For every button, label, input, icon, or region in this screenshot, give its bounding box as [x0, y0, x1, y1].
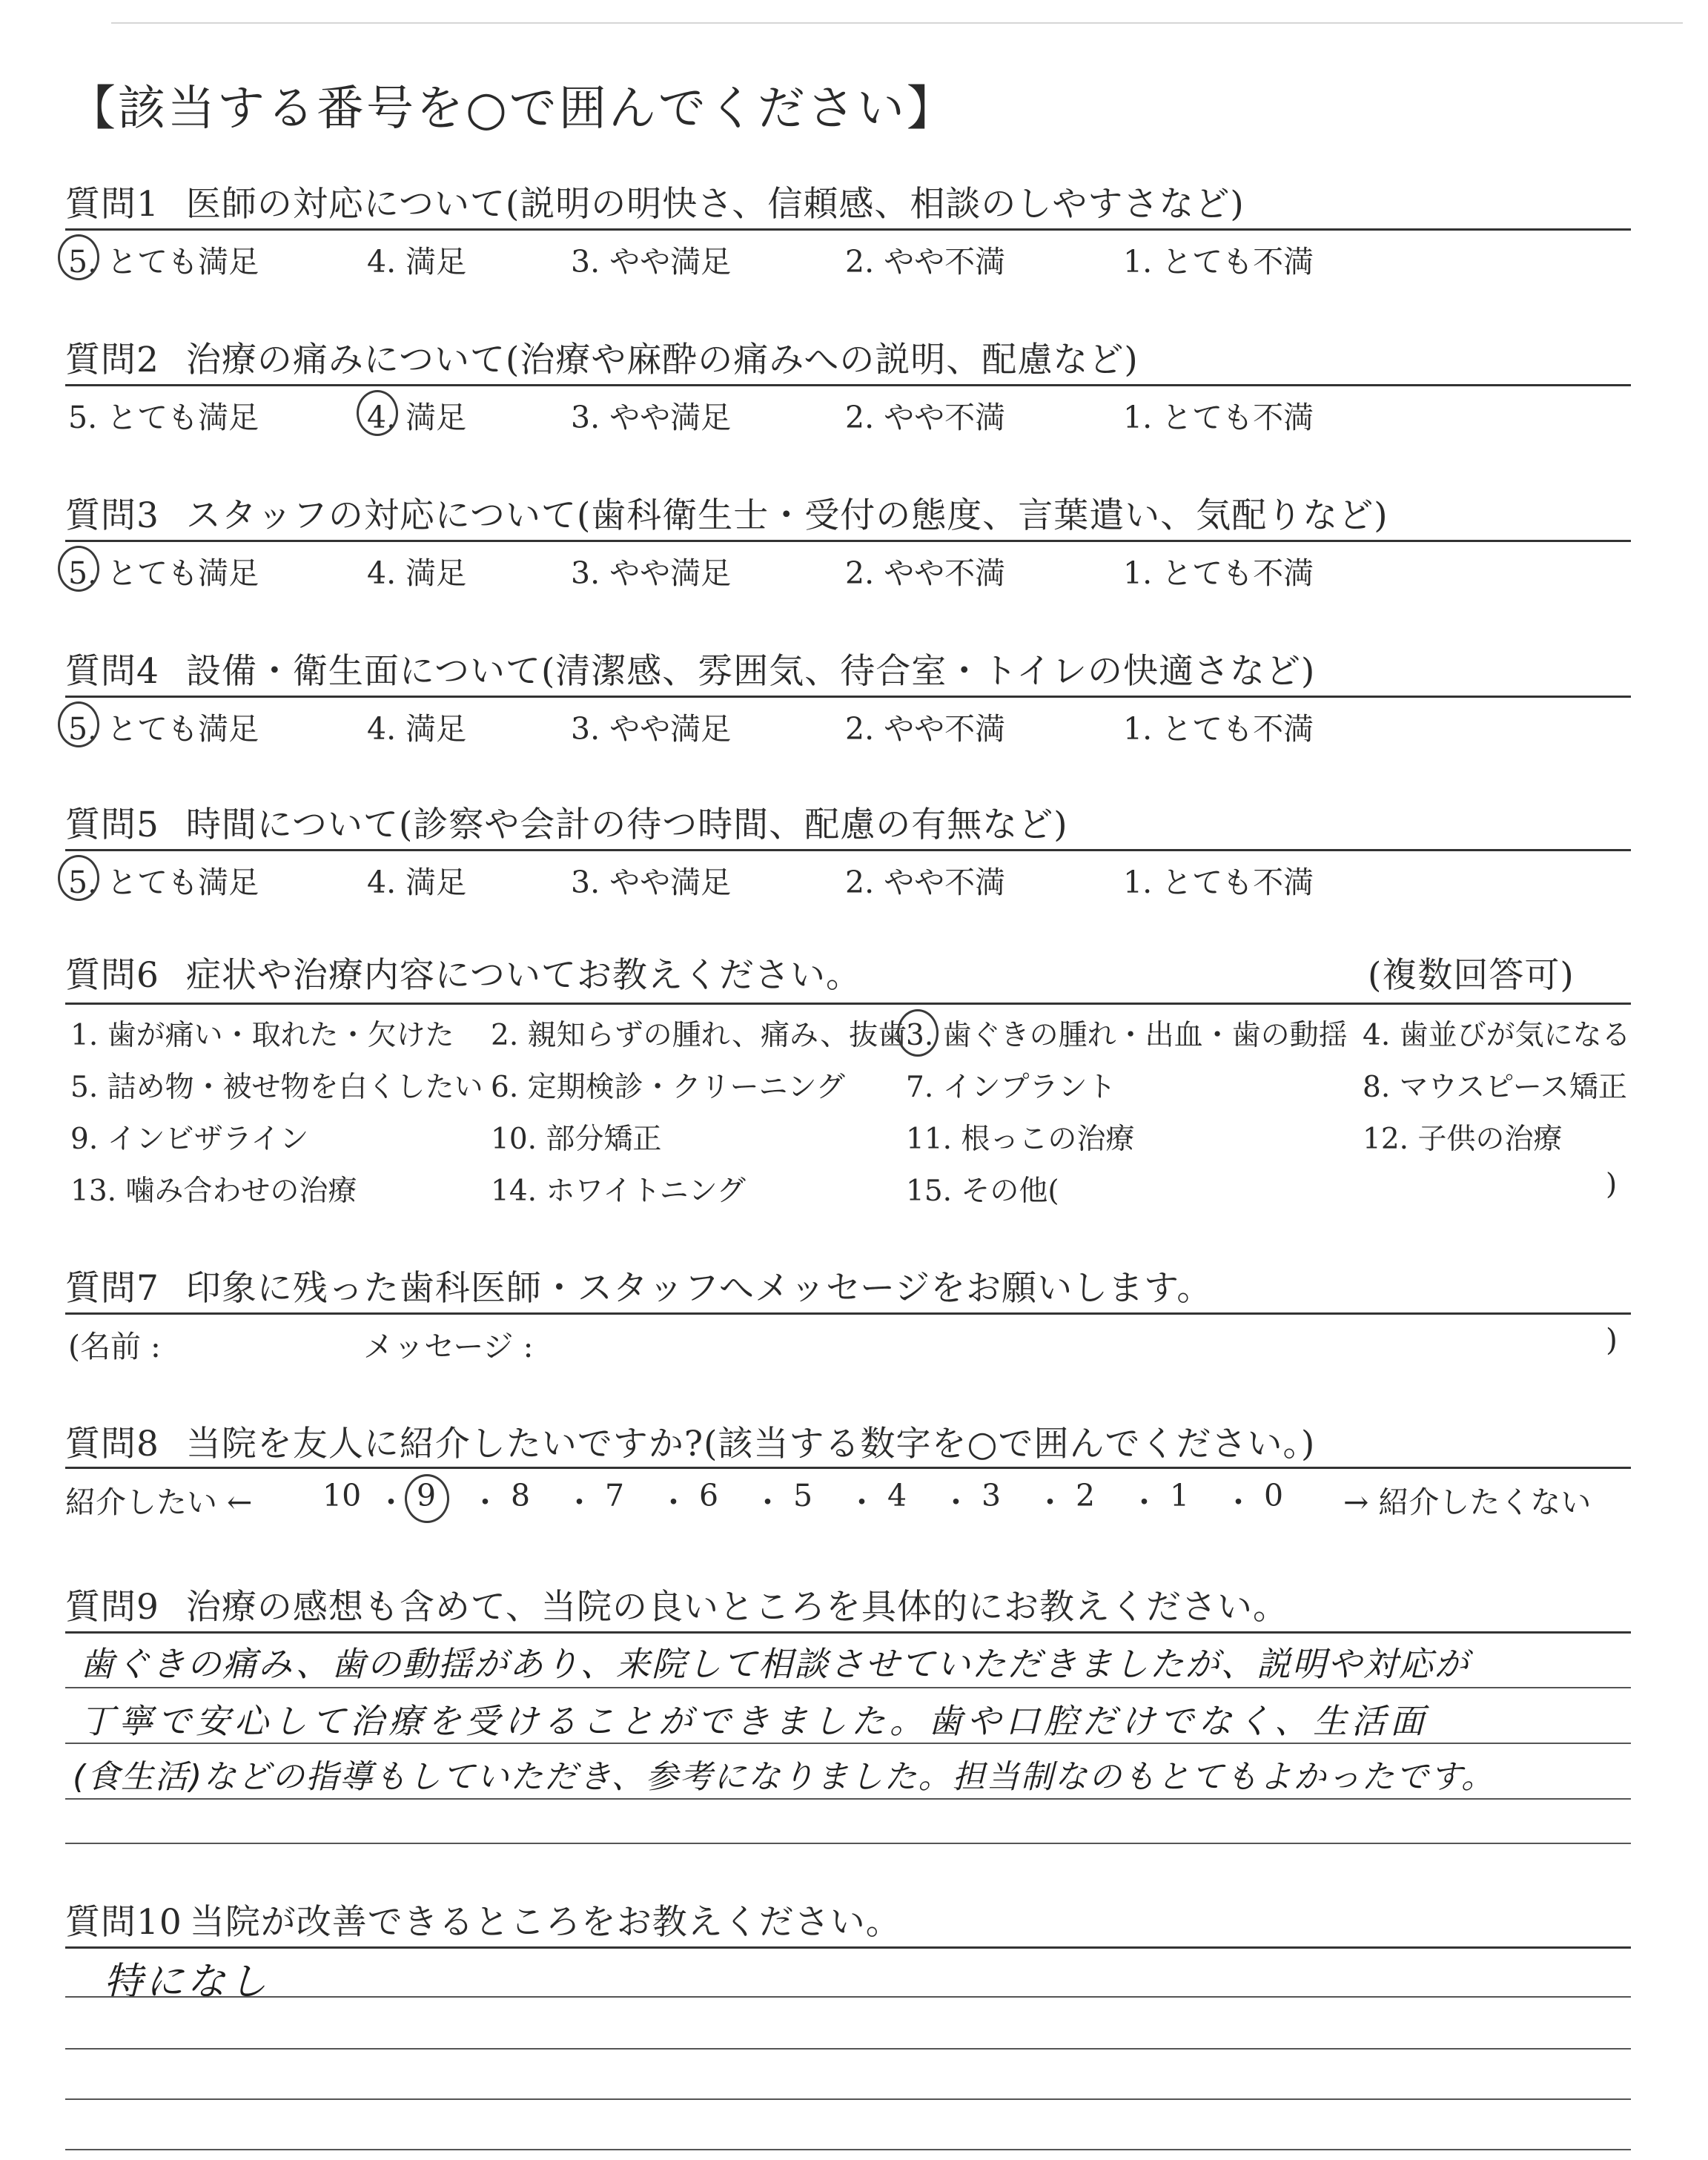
q6-item-1[interactable]: 1. 歯が痛い・取れた・欠けた: [70, 1019, 454, 1052]
q1-option-2[interactable]: 2. やや不満: [845, 244, 1006, 280]
q2-title: [65, 332, 1139, 382]
q8-scale-8[interactable]: 8: [511, 1478, 531, 1513]
q6-item-12[interactable]: 12. 子供の治療: [1363, 1123, 1563, 1156]
q9-answer-line-2: 丁寧で安心して治療を受けることができました。歯や口腔だけでなく、生活面: [80, 1701, 1429, 1741]
q3-option-5[interactable]: 5. とても満足: [68, 555, 259, 591]
q6-other-close-paren: ): [1606, 1168, 1618, 1201]
q8-scale-10[interactable]: 10: [322, 1478, 362, 1513]
q2-option-5[interactable]: 5. とても満足: [68, 400, 259, 435]
q9-answer-line: [65, 1843, 1631, 1844]
page-header: 【該当する番号を○で囲んでください】: [68, 82, 956, 136]
q5-selection-circle: [58, 855, 99, 901]
q6-item-7[interactable]: 7. インプラント: [906, 1071, 1116, 1104]
q8-scale-2[interactable]: 2: [1076, 1478, 1096, 1513]
q4-text: 設備・衛生面について(清潔感、雰囲気、待合室・トイレの快適さなど): [185, 651, 1316, 692]
q6-number: 質問6: [65, 955, 159, 996]
q8-scale-separator: ・: [1035, 1484, 1065, 1520]
q5-option-4[interactable]: 4. 満足: [367, 865, 467, 900]
q6-item-9[interactable]: 9. インビザライン: [70, 1123, 309, 1156]
q1-option-3[interactable]: 3. やや満足: [571, 244, 732, 280]
q10-text: 当院が改善できるところをお教えください。: [189, 1902, 901, 1943]
q3-option-4[interactable]: 4. 満足: [367, 555, 467, 591]
q8-scale-separator: ・: [847, 1484, 877, 1520]
q6-item-2[interactable]: 2. 親知らずの腫れ、痛み、抜歯: [491, 1019, 907, 1052]
q10-answer-line: [65, 2149, 1631, 2150]
q8-scale-separator: ・: [658, 1484, 689, 1520]
q3-rule: [65, 540, 1631, 542]
q8-scale-separator: ・: [564, 1484, 595, 1520]
q8-scale-separator: ・: [941, 1484, 971, 1520]
q4-selection-circle: [58, 701, 99, 747]
q4-option-2[interactable]: 2. やや不満: [845, 711, 1006, 747]
q4-title: [65, 644, 1315, 693]
q8-scale-separator: ・: [1129, 1484, 1159, 1520]
q1-title: [65, 176, 1245, 226]
q5-option-5[interactable]: 5. とても満足: [68, 865, 259, 900]
q1-rule: [65, 228, 1631, 231]
q3-title: [65, 488, 1388, 538]
q5-option-2[interactable]: 2. やや不満: [845, 865, 1006, 900]
q4-option-1[interactable]: 1. とても不満: [1123, 711, 1314, 747]
q10-title: [65, 1895, 901, 1944]
q2-option-2[interactable]: 2. やや不満: [845, 400, 1006, 435]
q6-item-6[interactable]: 6. 定期検診・クリーニング: [491, 1071, 845, 1104]
q7-number: 質問7: [65, 1268, 159, 1309]
q6-rule: [65, 1003, 1631, 1005]
q9-answer-line: [65, 1687, 1631, 1688]
q6-item-3[interactable]: 3. 歯ぐきの腫れ・出血・歯の動揺: [906, 1019, 1348, 1052]
q8-scale-9[interactable]: 9: [417, 1478, 437, 1513]
q1-selection-circle: [58, 234, 99, 280]
q3-option-2[interactable]: 2. やや不満: [845, 555, 1006, 591]
q5-rule: [65, 849, 1631, 851]
q2-rule: [65, 384, 1631, 386]
q10-answer-line: [65, 2048, 1631, 2050]
q8-scale-separator: ・: [376, 1484, 406, 1520]
q8-scale-6[interactable]: 6: [699, 1478, 719, 1513]
q7-rule: [65, 1312, 1631, 1315]
q8-text: 当院を友人に紹介したいですか?(該当する数字を○で囲んでください。): [185, 1424, 1316, 1464]
q1-option-1[interactable]: 1. とても不満: [1123, 244, 1314, 280]
q8-scale-separator: ・: [1223, 1484, 1254, 1520]
q7-message-label: メッセージ :: [363, 1329, 534, 1364]
q8-scale-1[interactable]: 1: [1170, 1478, 1190, 1513]
q10-answer-line: [65, 2098, 1631, 2100]
q10-rule: [65, 1946, 1631, 1949]
q6-item-11[interactable]: 11. 根っこの治療: [906, 1123, 1135, 1156]
q8-left-label: 紹介したい ←: [65, 1484, 253, 1520]
q6-item-10[interactable]: 10. 部分矯正: [491, 1123, 662, 1156]
q5-option-3[interactable]: 3. やや満足: [571, 865, 732, 900]
q2-option-4[interactable]: 4. 満足: [367, 400, 467, 435]
q8-number: 質問8: [65, 1424, 159, 1464]
q3-number: 質問3: [65, 495, 159, 536]
q9-text: 治療の感想も含めて、当院の良いところを具体的にお教えください。: [185, 1587, 1288, 1628]
q9-title: [65, 1579, 1288, 1629]
q8-title: [65, 1416, 1315, 1466]
q8-selection-circle: [405, 1474, 449, 1523]
q8-scale-separator: ・: [752, 1484, 783, 1520]
q9-answer-line-1: 歯ぐきの痛み、歯の動揺があり、来院して相談させていただきましたが、説明や対応が: [80, 1644, 1470, 1684]
q7-close-paren: ): [1606, 1322, 1618, 1358]
q7-name-label: (名前 :: [68, 1329, 161, 1364]
q8-scale-3[interactable]: 3: [982, 1478, 1002, 1513]
q8-rule: [65, 1467, 1631, 1469]
q8-scale-7[interactable]: 7: [605, 1478, 625, 1513]
q5-option-1[interactable]: 1. とても不満: [1123, 865, 1314, 900]
q6-item-15[interactable]: 15. その他(: [906, 1175, 1059, 1208]
q1-option-5[interactable]: 5. とても満足: [68, 244, 259, 280]
q1-number: 質問1: [65, 184, 159, 225]
q6-title: [65, 948, 861, 997]
q6-item-8[interactable]: 8. マウスピース矯正: [1363, 1071, 1627, 1104]
q5-text: 時間について(診察や会計の待つ時間、配慮の有無など): [185, 805, 1068, 845]
q10-answer-line: [65, 1996, 1631, 1998]
q1-option-4[interactable]: 4. 満足: [367, 244, 467, 280]
q5-number: 質問5: [65, 805, 159, 845]
top-edge-line: [111, 22, 1683, 24]
q6-item-4[interactable]: 4. 歯並びが気になる: [1363, 1019, 1631, 1052]
q8-scale-4[interactable]: 4: [887, 1478, 907, 1513]
q2-option-1[interactable]: 1. とても不満: [1123, 400, 1314, 435]
q8-scale-5[interactable]: 5: [793, 1478, 813, 1513]
q8-scale-separator: ・: [470, 1484, 500, 1520]
q8-scale-0[interactable]: 0: [1264, 1478, 1284, 1513]
q6-item-5[interactable]: 5. 詰め物・被せ物を白くしたい: [70, 1071, 483, 1104]
q8-right-label: → 紹介したくない: [1343, 1484, 1592, 1520]
q6-item-14[interactable]: 14. ホワイトニング: [491, 1175, 746, 1208]
q6-note: (複数回答可): [1368, 955, 1575, 996]
q6-text: 症状や治療内容についてお教えください。: [185, 955, 861, 996]
q7-text: 印象に残った歯科医師・スタッフへメッセージをお願いします。: [185, 1268, 1213, 1309]
q9-rule: [65, 1631, 1631, 1634]
q2-number: 質問2: [65, 340, 159, 380]
q4-rule: [65, 696, 1631, 698]
q7-title: [65, 1261, 1212, 1310]
q9-number: 質問9: [65, 1587, 159, 1628]
q6-item-13[interactable]: 13. 噛み合わせの治療: [70, 1175, 357, 1208]
q2-selection-circle: [357, 390, 398, 436]
q4-option-4[interactable]: 4. 満足: [367, 711, 467, 747]
q4-option-3[interactable]: 3. やや満足: [571, 711, 732, 747]
q2-option-3[interactable]: 3. やや満足: [571, 400, 732, 435]
q10-answer: 特になし: [104, 1960, 271, 2004]
q4-number: 質問4: [65, 651, 159, 692]
q3-selection-circle: [58, 546, 99, 592]
q5-title: [65, 797, 1068, 847]
q1-text: 医師の対応について(説明の明快さ、信頼感、相談のしやすさなど): [185, 184, 1245, 225]
q3-option-3[interactable]: 3. やや満足: [571, 555, 732, 591]
q9-answer-line: [65, 1798, 1631, 1800]
q3-text: スタッフの対応について(歯科衛生士・受付の態度、言葉遣い、気配りなど): [185, 495, 1388, 536]
q2-text: 治療の痛みについて(治療や麻酔の痛みへの説明、配慮など): [185, 340, 1139, 380]
q3-option-1[interactable]: 1. とても不満: [1123, 555, 1314, 591]
q4-option-5[interactable]: 5. とても満足: [68, 711, 259, 747]
q9-answer-line-3: (食生活)などの指導もしていただき、参考になりました。担当制なのもとてもよかったです。: [73, 1758, 1496, 1796]
q10-number: 質問10: [65, 1902, 182, 1943]
